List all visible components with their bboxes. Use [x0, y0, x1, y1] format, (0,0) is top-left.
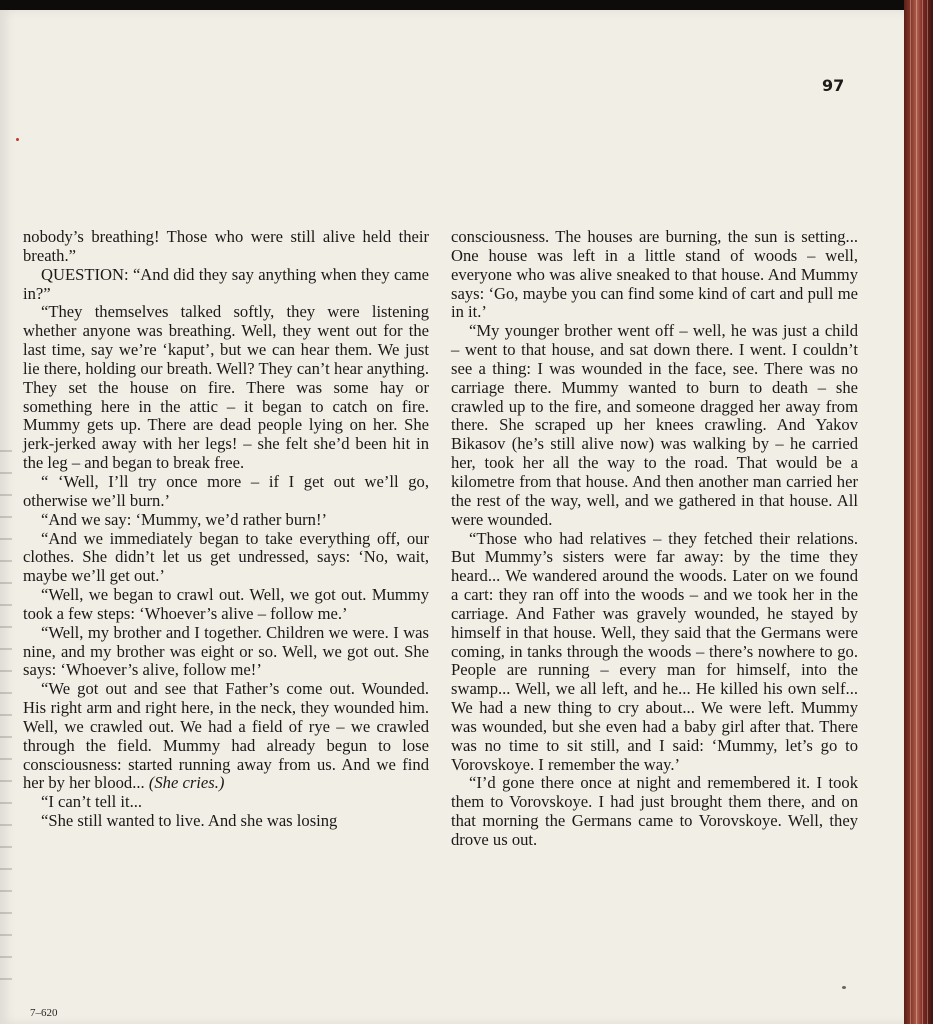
- stage-direction: (She cries.): [148, 773, 225, 793]
- page-block-edge: [904, 0, 933, 1024]
- paragraph: “I’d gone there once at night and remembered it. I took them to Vorovskoye. I had just brought them there, and on that morning the Germans came to Vorovskoye. Well, they drove us out.: [451, 773, 858, 849]
- ink-speck: [16, 138, 19, 141]
- paragraph: “I can’t tell it...: [41, 792, 143, 812]
- paragraph: “Those who had relatives – they fetched their relations. But Mummy’s sisters were far away: by the time they heard... We wandered around the woods. Later on we found a cart: they ran off into the woods – and we took her in the carriage. And Father was gravely wounded, he stayed by himself in that house. Well, they said that the Germans were coming, in tanks through the woods – there’s nowhere to go. People are running – every man for himself, into the swamp... Well, we all left, and he... He killed his own self... We had a new thing to cry about... We were left. Mummy was wounded, but she even had a baby girl after that. There was no time to sit still, and I said: ‘Mummy, let’s go to Vorovskoye. I remember the way.’: [451, 528, 858, 774]
- paragraph: nobody’s breathing! Those who were still alive held their breath.”: [23, 227, 429, 265]
- paragraph: QUESTION: “And did they say anything when they came in?”: [23, 264, 429, 303]
- facing-page-bleed: [0, 430, 12, 990]
- paragraph: “ ‘Well, I’ll try once more – if I get out we’ll go, otherwise we’ll burn.’: [23, 471, 429, 510]
- paragraph-text: “We got out and see that Father’s come out. Wounded. His right arm and right here, in the neck, they wounded him. Well, we crawled out. We had a field of rye – we crawled through the field. Mummy had already begun to lose consciousness: started running away from us. And we find her by her blood...: [23, 679, 429, 793]
- paragraph: “They themselves talked softly, they were listening whether anyone was breathing. Well, they went out for the last time, say we’re ‘kaput’, but we can hear them. We just lie there, holding our breath. Well? They can’t hear anything. They set the house on fire. There was some hay or something here in the attic – it began to catch on fire. Mummy gets up. There are dead people lying on her. She jerk-jerked away with her legs! – she felt she’d been hit in the leg – and began to break free.: [23, 302, 429, 473]
- right-text-column: [451, 228, 858, 850]
- printer-signature-mark: 7–620: [30, 1007, 58, 1019]
- paragraph: [23, 680, 429, 793]
- ink-speck: [842, 986, 846, 989]
- paragraph: consciousness. The houses are burning, the sun is setting... One house was left in a little stand of woods – well, everyone who was alive sneaked to that house. And Mummy says: ‘Go, maybe you can find some kind of cart and pull me in it.’: [451, 227, 858, 322]
- paragraph: “My younger brother went off – well, he was just a child – went to that house, and sat down there. I went. I couldn’t see a thing: I was wounded in the face, see. There was no carriage there. Mummy wanted to burn to death – she crawled up to the fire, and someone dragged her away from there. She scraped up her knees crawling. And Yakov Bikasov (he’s still alive now) was walking by – he carried her, took her all the way to the road. That would be a kilometre from that house. And then another man carried her the rest of the way, well, and we gathered in that house. All were wounded.: [451, 321, 858, 529]
- left-text-column: [23, 228, 429, 831]
- book-page: [0, 10, 904, 1024]
- paragraph: “Well, my brother and I together. Children we were. I was nine, and my brother was eight or so. Well, we got out. She says: ‘Whoever’s alive, follow me!’: [23, 622, 429, 680]
- paragraph: “She still wanted to live. And she was losing: [41, 811, 338, 831]
- paragraph: “Well, we began to crawl out. Well, we got out. Mummy took a few steps: ‘Whoever’s alive – follow me.’: [23, 585, 429, 623]
- page-number: 97: [822, 76, 845, 95]
- paragraph: “And we immediately began to take everything off, our clothes. She didn’t let us get undressed, says: ‘No, wait, maybe we’ll get out.’: [23, 528, 429, 586]
- paragraph: “And we say: ‘Mummy, we’d rather burn!’: [41, 509, 327, 529]
